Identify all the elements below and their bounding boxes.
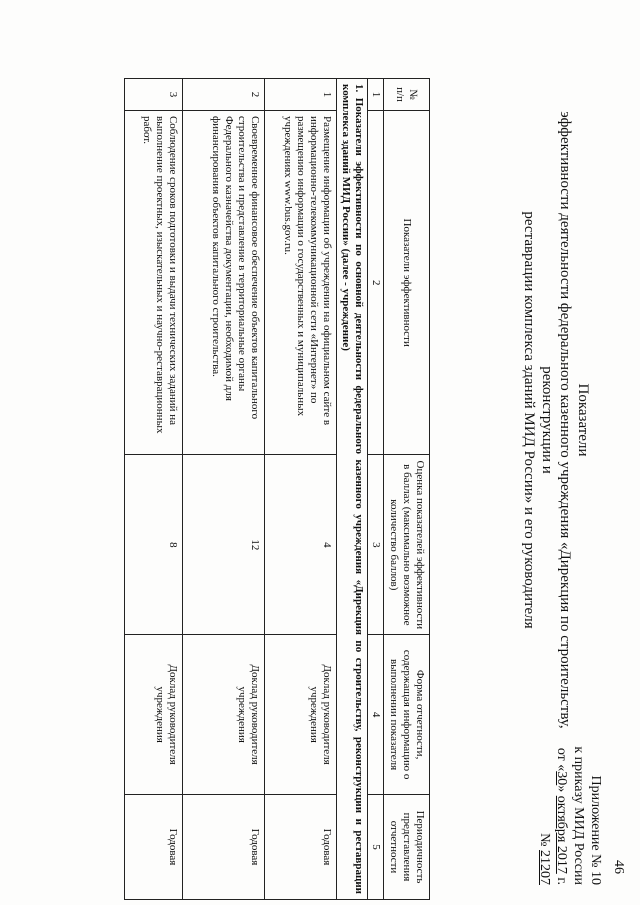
column-number: 5 [368, 795, 384, 900]
page-number: 46 [611, 860, 626, 874]
row-periodicity: Годовая [183, 795, 265, 900]
column-number: 2 [368, 110, 384, 454]
column-number: 3 [368, 455, 384, 635]
section-heading: 1. Показатели эффективности по основной деятельности федерального казенного учреждения «Дирекция по строительству, реконструкции и реставрации комплекса зданий МИД России» (далее - учреждение) [337, 79, 368, 900]
table-header-row [384, 79, 430, 900]
row-periodicity: Годовая [125, 795, 183, 900]
section-heading-row [337, 79, 368, 900]
row-report-form: Доклад руководителя учреждения [125, 635, 183, 795]
title-line-2: реставрации комплекса зданий МИД России» и его руководителя [521, 211, 537, 629]
column-number-row [368, 79, 384, 900]
indicators-table [124, 78, 430, 900]
row-score: 4 [265, 455, 337, 635]
row-report-form: Доклад руководителя учреждения [183, 635, 265, 795]
row-number: 3 [125, 79, 183, 111]
col-header-score: Оценка показателей эффективности в баллах (максимально возможное количество баллов) [384, 455, 430, 635]
appendix-order-number: № 21207 [537, 833, 552, 885]
column-number: 1 [368, 79, 384, 111]
table-row [265, 79, 337, 900]
col-header-number: № п/п [384, 79, 430, 111]
row-report-form: Доклад руководителя учреждения [265, 635, 337, 795]
col-header-periodicity: Периодичность представления отчетности [384, 795, 430, 900]
column-number: 4 [368, 635, 384, 795]
appendix-order-ref: к приказу МИД России [571, 746, 586, 885]
table-row [183, 79, 265, 900]
col-header-indicator: Показатели эффективности [384, 110, 430, 454]
row-number: 1 [265, 79, 337, 111]
table-row [125, 79, 183, 900]
row-score: 8 [125, 455, 183, 635]
appendix-date: от «30» октября 2017 г. [554, 747, 569, 885]
title-heading: Показатели [575, 383, 591, 457]
row-periodicity: Годовая [265, 795, 337, 900]
row-indicator: Соблюдение сроков подготовки и выдачи технических заданий на выполнение проектных, изыскательных и научно-реставрационных работ. [125, 110, 183, 454]
title-line-1: эффективности деятельности федерального казенного учреждения «Дирекция по строительству, реконструкции и [539, 111, 573, 729]
col-header-report-form: Форма отчетности, содержащая информацию о выполнении показателя [384, 635, 430, 795]
row-indicator: Своевременное финансовое обеспечение объектов капитального строительства и представление в территориальные органы Федерального казначейства документации, необходимой для финансирования объектов капитального строительства. [183, 110, 265, 454]
document-title [520, 90, 592, 750]
appendix-number: Приложение № 10 [588, 775, 603, 885]
row-number: 2 [183, 79, 265, 111]
row-score: 12 [183, 455, 265, 635]
row-indicator: Размещение информации об учреждении на официальном сайте в информационно-телекоммуникационной сети «Интернет» по размещению информации о государственных и муниципальных учреждениях www.bus.gov.ru. [265, 110, 337, 454]
